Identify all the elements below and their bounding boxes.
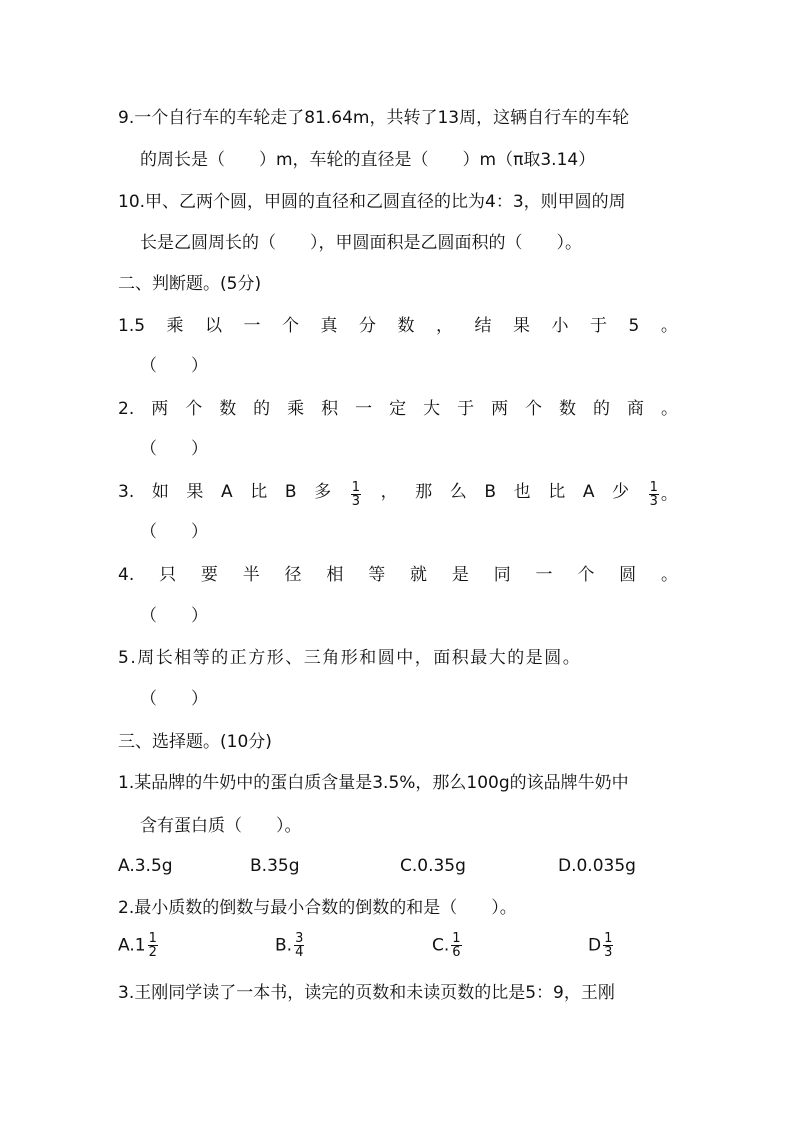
char: 积 — [321, 399, 339, 419]
judge-question-1 — [118, 315, 678, 337]
char: 么 — [449, 482, 467, 502]
char: B. — [275, 935, 293, 956]
char: 真 — [320, 316, 338, 336]
char: 果 — [186, 482, 204, 502]
char: 小 — [551, 316, 569, 336]
char: 个 — [185, 399, 203, 419]
char: D — [588, 935, 602, 956]
char: 等 — [368, 565, 386, 585]
fraction: $\frac{3}{4}$ — [295, 931, 304, 960]
char: 个 — [577, 565, 595, 585]
char: 是 — [451, 565, 469, 585]
char: 以 — [205, 316, 223, 336]
fraction: $\frac{1}{6}$ — [452, 931, 461, 960]
char: A — [221, 482, 233, 502]
char: 两 — [491, 399, 509, 419]
char: 乘 — [166, 316, 184, 336]
fraction: $\frac{1}{2}$ — [148, 931, 157, 960]
judge-answer-4: （ ） — [140, 606, 208, 626]
char: 大 — [423, 399, 441, 419]
question-10-line1: 10.甲、乙两个圆，甲圆的直径和乙圆直径的比为4：3，则甲圆的周 — [118, 192, 626, 212]
char: 的 — [253, 399, 271, 419]
fraction: $\frac{1}{3}$ — [351, 480, 360, 509]
char: 径 — [284, 565, 302, 585]
char: 如 — [151, 482, 169, 502]
char: 5 — [628, 316, 640, 336]
char: 果 — [513, 316, 531, 336]
char: 一 — [355, 399, 373, 419]
choice-question-1-line2: 含有蛋白质（ ）。 — [140, 816, 302, 836]
char: 数 — [219, 399, 237, 419]
choice-question-2: 2.最小质数的倒数与最小合数的倒数的和是（ ）。 — [118, 898, 517, 918]
judge-answer-2: （ ） — [140, 439, 208, 459]
char: 只 — [159, 565, 177, 585]
choice-1-option-c: C.0.35g — [400, 856, 466, 876]
choice-2-option-d — [588, 932, 615, 959]
choice-2-option-c — [432, 932, 464, 959]
choice-1-option-b: B.35g — [250, 856, 300, 876]
char: 多 — [314, 482, 332, 502]
char: 。 — [660, 399, 678, 419]
char: B — [284, 482, 297, 502]
char: 4. — [118, 565, 135, 585]
choice-question-1-line1: 1.某品牌的牛奶中的蛋白质含量是3.5%，那么100g的该品牌牛奶中 — [118, 773, 629, 793]
char: 一 — [243, 316, 261, 336]
choice-heading: 三、选择题。(10分) — [118, 732, 272, 752]
char: 那 — [415, 482, 433, 502]
judge-question-2 — [118, 398, 678, 420]
char: 。 — [661, 565, 678, 585]
char: ， — [380, 482, 398, 502]
judge-question-4 — [118, 564, 678, 586]
question-9-line1: 9.一个自行车的车轮走了81.64m，共转了13周，这辆自行车的车轮 — [118, 108, 630, 128]
char: 圆 — [619, 565, 637, 585]
char: 一 — [535, 565, 553, 585]
char: 就 — [410, 565, 428, 585]
char: 2. — [118, 399, 135, 419]
judge-question-5: 5.周长相等的正方形、三角形和圆中，面积最大的是圆。 — [118, 648, 582, 668]
char: 于 — [457, 399, 475, 419]
char: 个 — [282, 316, 300, 336]
char: 比 — [548, 482, 566, 502]
char: 定 — [389, 399, 407, 419]
char: 乘 — [287, 399, 305, 419]
char: 结 — [474, 316, 492, 336]
question-10-line2: 长是乙圆周长的（ ），甲圆面积是乙圆面积的（ ）。 — [140, 233, 582, 253]
judge-answer-3: （ ） — [140, 522, 208, 542]
char: 。 — [660, 484, 678, 505]
char: 3. — [118, 482, 135, 502]
char: 于 — [590, 316, 608, 336]
judge-question-3 — [118, 481, 678, 508]
choice-1-option-a: A.3.5g — [118, 856, 173, 876]
char: 数 — [397, 316, 415, 336]
char: 要 — [200, 565, 218, 585]
choice-1-option-d: D.0.035g — [558, 856, 636, 876]
char: 少 — [612, 482, 630, 502]
char: 分 — [359, 316, 377, 336]
char: 也 — [513, 482, 531, 502]
char: 。 — [660, 316, 678, 336]
char: 个 — [525, 399, 543, 419]
char: 1.5 — [118, 316, 146, 336]
char: 同 — [493, 565, 511, 585]
char: 半 — [242, 565, 260, 585]
choice-2-option-a — [118, 932, 160, 959]
choice-question-3-line1: 3.王刚同学读了一本书，读完的页数和未读页数的比是5：9，王刚 — [118, 983, 615, 1003]
judge-answer-5: （ ） — [140, 689, 208, 709]
choice-2-option-b — [275, 932, 306, 959]
char: 数 — [559, 399, 577, 419]
char: 比 — [250, 482, 268, 502]
char: 的 — [593, 399, 611, 419]
char: 商 — [627, 399, 644, 419]
judge-heading: 二、判断题。(5分) — [118, 274, 262, 294]
fraction: $\frac{1}{3}$ — [649, 480, 658, 509]
char: C. — [432, 935, 450, 956]
question-9-line2: 的周长是（ ）m，车轮的直径是（ ）m（π取3.14） — [140, 150, 596, 170]
fraction: $\frac{1}{3}$ — [604, 931, 613, 960]
judge-answer-1: （ ） — [140, 356, 208, 376]
char: A.1 — [118, 935, 146, 956]
char: ， — [436, 316, 454, 336]
char: A — [582, 482, 595, 502]
char: 相 — [326, 565, 344, 585]
fraction-end — [647, 481, 678, 508]
char: 两 — [151, 399, 169, 419]
char: B — [484, 482, 497, 502]
